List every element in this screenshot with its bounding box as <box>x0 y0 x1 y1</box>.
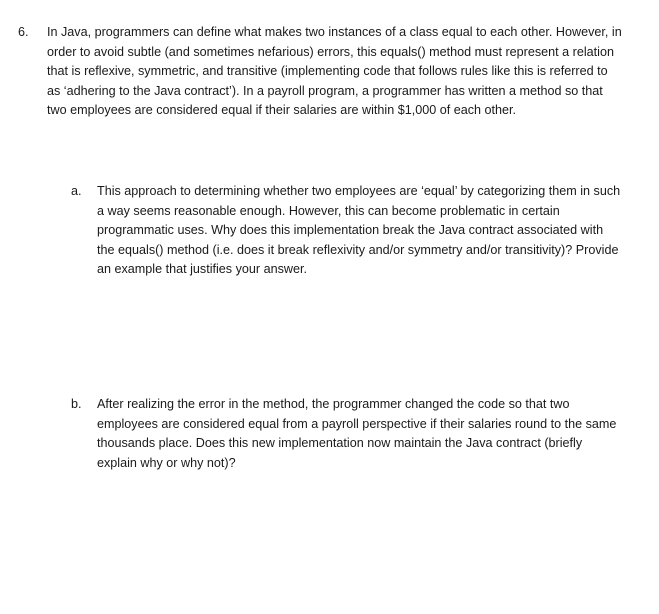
sub-question-a <box>71 182 623 280</box>
sub-question-label: a. <box>71 184 82 198</box>
sub-question-b <box>71 395 623 473</box>
question-number: 6. <box>18 25 29 39</box>
sub-question-label: b. <box>71 397 82 411</box>
question-text: In Java, programmers can define what makes two instances of a class equal to each other. However, in order to avoid subtle (and sometimes nefarious) errors, this equals() method must represent a relation that is reflexive, symmetric, and transitive (implementing code that follows rules like this is referred to as ‘adhering to the Java contract’). In a payroll program, a programmer has written a method so that two employees are considered equal if their salaries are within $1,000 of each other. <box>47 25 622 118</box>
sub-question-text: This approach to determining whether two employees are ‘equal’ by categorizing them in such a way seems reasonable enough. However, this can become problematic in certain programmatic uses. Why does this implementation break the Java contract associated with the equals() method (i.e. does it break reflexivity and/or symmetry and/or transitivity)? Provide an example that justifies your answer. <box>97 184 621 277</box>
sub-question-text: After realizing the error in the method, the programmer changed the code so that two employees are considered equal from a payroll perspective if their salaries round to the same thousands place. Does this new implementation now maintain the Java contract (briefly explain why or why not)? <box>97 397 617 470</box>
question-6 <box>18 23 623 121</box>
